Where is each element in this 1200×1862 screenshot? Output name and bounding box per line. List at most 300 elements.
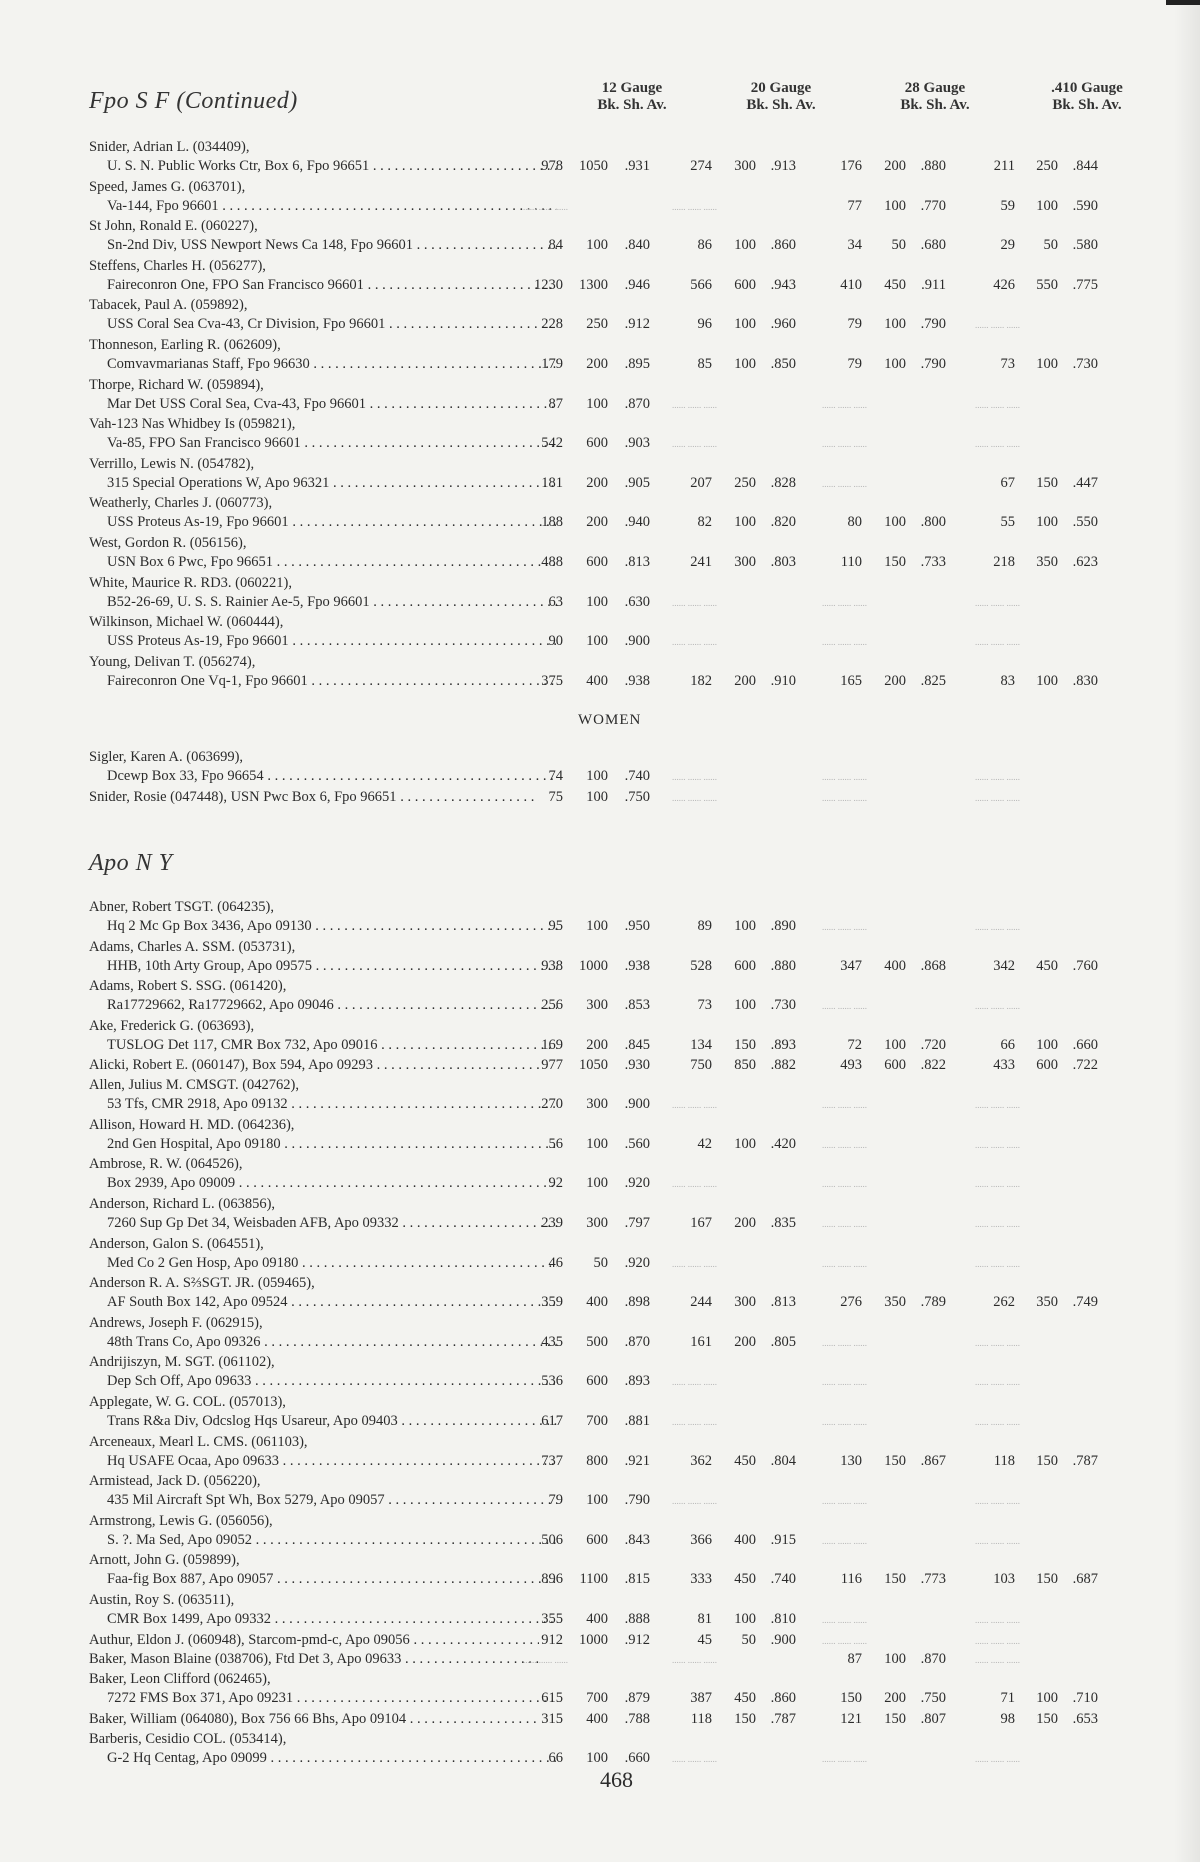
- g12-sh-cell: 1000: [579, 957, 608, 974]
- g410-bk-cell: 211: [993, 158, 1015, 174]
- gauge-title: 12 Gauge: [601, 80, 663, 96]
- g12-sh-cell: 100: [586, 1135, 608, 1152]
- g410-bk-cell: 342: [993, 957, 1015, 974]
- table-row: [0, 455, 1200, 495]
- g12-sh-cell: 200: [586, 356, 608, 372]
- g410-sh-cell: 150: [1036, 1710, 1058, 1727]
- g20-av-cell: .860: [770, 237, 796, 254]
- g410-empty-cell: [975, 917, 1105, 936]
- g12-sh-cell: 200: [586, 1036, 608, 1053]
- g28-sh-cell: 600: [884, 1057, 906, 1074]
- table-row: [0, 1314, 1200, 1354]
- g12-av-cell: .931: [624, 158, 650, 174]
- g28-bk-cell: 347: [840, 957, 862, 974]
- member-name: Thorpe, Richard W. (059894),: [89, 376, 264, 393]
- member-name: Anderson, Galon S. (064551),: [89, 1235, 264, 1252]
- g410-bk-cell: 71: [1000, 1690, 1015, 1707]
- table-row: [0, 296, 1200, 336]
- g20-empty-cell: [672, 788, 802, 807]
- g12-bk-cell: 359: [541, 1294, 563, 1311]
- g410-sh-cell: 100: [1036, 356, 1058, 372]
- member-address: Dcewp Box 33, Fpo 96654 . . .: [107, 767, 557, 785]
- g20-sh-cell: 200: [734, 1333, 756, 1350]
- g28-sh-cell: 100: [884, 1651, 906, 1668]
- g12-sh-cell: 100: [586, 593, 608, 610]
- g12-av-cell: .881: [624, 1413, 650, 1429]
- g12-sh-cell: 500: [586, 1333, 608, 1350]
- g20-bk-cell: 134: [690, 1036, 712, 1053]
- member-address: Med Co 2 Gen Hosp, Apo 09180 . . .: [107, 1254, 557, 1272]
- g12-bk-cell: 56: [548, 1135, 563, 1152]
- g410-bk-cell: 73: [1000, 356, 1015, 372]
- g410-av-cell: .760: [1072, 957, 1098, 974]
- table-row: [0, 415, 1200, 455]
- g12-bk-cell: 435: [541, 1333, 563, 1350]
- g12-bk-cell: 315: [541, 1710, 563, 1727]
- g12-sh-cell: 100: [586, 788, 608, 805]
- g410-empty-cell: [975, 1631, 1105, 1650]
- g28-bk-cell: 116: [840, 1571, 862, 1588]
- table-row: [0, 977, 1200, 1017]
- gauge-title: .410 Gauge: [1051, 80, 1123, 96]
- g12-sh-cell: 250: [586, 316, 608, 333]
- g20-av-cell: .803: [770, 554, 796, 570]
- g28-bk-cell: 130: [840, 1452, 862, 1469]
- g410-av-cell: .710: [1072, 1690, 1098, 1707]
- g20-empty-cell: [672, 1650, 802, 1669]
- member-name: West, Gordon R. (056156),: [89, 535, 247, 551]
- g12-sh-cell: 1050: [579, 1057, 608, 1074]
- g28-empty-cell: [822, 788, 952, 807]
- member-address: Hq 2 Mc Gp Box 3436, Apo 09130 . . .: [107, 917, 557, 935]
- g12-bk-cell: 75: [548, 788, 563, 805]
- g28-sh-cell: 200: [884, 1690, 906, 1707]
- g28-empty-cell: [822, 1531, 952, 1550]
- g28-bk-cell: 121: [840, 1710, 862, 1727]
- table-row: [0, 1155, 1200, 1195]
- member-address: Dep Sch Off, Apo 09633 . . .: [107, 1372, 557, 1390]
- g12-av-cell: .870: [624, 395, 650, 412]
- g28-empty-cell: [822, 395, 952, 414]
- g12-bk-cell: 912: [541, 1631, 563, 1648]
- g20-sh-cell: 450: [734, 1452, 756, 1469]
- g20-av-cell: .960: [770, 316, 796, 333]
- table-row: [0, 1017, 1200, 1057]
- g28-bk-cell: 110: [840, 554, 862, 570]
- g28-empty-cell: [822, 1412, 952, 1431]
- g410-empty-cell: [975, 1749, 1105, 1768]
- g12-av-cell: .898: [624, 1294, 650, 1311]
- gauge-columns: Bk. Sh. Av.: [746, 97, 816, 113]
- g410-empty-cell: [975, 593, 1105, 612]
- member-address: Sn-2nd Div, USS Newport News Ca 148, Fpo 96601 . . .: [107, 236, 557, 254]
- table-row: [0, 534, 1200, 574]
- g28-empty-cell: [822, 1610, 952, 1629]
- g410-av-cell: .623: [1072, 554, 1098, 570]
- g12-bk-cell: 181: [541, 474, 563, 491]
- page-number: 468: [600, 1767, 633, 1792]
- g20-av-cell: .730: [770, 997, 796, 1014]
- g12-sh-cell: 200: [586, 514, 608, 531]
- g20-bk-cell: 42: [697, 1135, 712, 1152]
- g410-sh-cell: 150: [1036, 474, 1058, 491]
- g410-bk-cell: 83: [1000, 672, 1015, 689]
- g20-bk-cell: 118: [690, 1710, 712, 1727]
- g410-empty-cell: [975, 1412, 1105, 1431]
- table-row: [0, 748, 1200, 788]
- g410-bk-cell: 103: [993, 1571, 1015, 1588]
- table-row: [0, 1472, 1200, 1512]
- member-name: Sigler, Karen A. (063699),: [89, 749, 244, 765]
- member-name: Verrillo, Lewis N. (054782),: [89, 455, 255, 472]
- g410-sh-cell: 450: [1036, 957, 1058, 974]
- g28-sh-cell: 400: [884, 957, 906, 974]
- g410-av-cell: .775: [1072, 276, 1098, 293]
- g12-av-cell: .900: [624, 1096, 650, 1113]
- g410-empty-cell: [975, 1610, 1105, 1629]
- g410-av-cell: .550: [1072, 514, 1098, 531]
- g12-bk-cell: 615: [541, 1690, 563, 1707]
- g20-av-cell: .880: [770, 957, 796, 974]
- table-row: [0, 217, 1200, 257]
- g20-sh-cell: 250: [734, 474, 756, 491]
- table-row: [0, 938, 1200, 978]
- g20-empty-cell: [672, 1174, 802, 1193]
- gauge-header-20: [721, 80, 841, 114]
- g20-av-cell: .787: [770, 1710, 796, 1727]
- g20-av-cell: .813: [770, 1294, 796, 1311]
- g28-empty-cell: [822, 996, 952, 1015]
- member-address: USS Proteus As-19, Fpo 96601 . . .: [107, 632, 557, 650]
- g410-sh-cell: 250: [1036, 158, 1058, 174]
- g20-av-cell: .420: [770, 1135, 796, 1152]
- g12-sh-cell: 1100: [579, 1571, 608, 1588]
- g410-bk-cell: 66: [1000, 1036, 1015, 1053]
- member-address: Hq USAFE Ocaa, Apo 09633 . . .: [107, 1452, 557, 1470]
- g12-sh-cell: 300: [586, 1215, 608, 1231]
- g20-bk-cell: 89: [697, 918, 712, 934]
- g20-bk-cell: 333: [690, 1571, 712, 1588]
- member-address: S. ?. Ma Sed, Apo 09052 . . .: [107, 1531, 557, 1549]
- g28-bk-cell: 410: [840, 276, 862, 293]
- g410-bk-cell: 55: [1000, 514, 1015, 531]
- member-name: Arnott, John G. (059899),: [89, 1552, 240, 1569]
- g12-sh-cell: 100: [586, 1749, 608, 1766]
- g12-av-cell: .790: [624, 1492, 650, 1509]
- g20-sh-cell: 100: [734, 1611, 756, 1627]
- member-address: Baker, William (064080), Box 756 66 Bhs, Apo 09104 . . .: [89, 1710, 539, 1728]
- g12-av-cell: .788: [624, 1710, 650, 1727]
- g12-av-cell: .950: [624, 918, 650, 934]
- g28-av-cell: .733: [920, 554, 946, 570]
- g20-sh-cell: 400: [734, 1531, 756, 1548]
- g12-av-cell: .888: [624, 1611, 650, 1627]
- g410-sh-cell: 100: [1036, 1690, 1058, 1707]
- g20-sh-cell: 200: [734, 672, 756, 689]
- g28-sh-cell: 350: [884, 1294, 906, 1311]
- g28-sh-cell: 150: [884, 554, 906, 570]
- member-address: Trans R&a Div, Odcslog Hqs Usareur, Apo 09403 . . .: [107, 1412, 557, 1430]
- gauge-title: 20 Gauge: [750, 80, 812, 96]
- g12-sh-cell: 300: [586, 997, 608, 1014]
- g20-bk-cell: 750: [690, 1057, 712, 1074]
- g20-sh-cell: 450: [734, 1571, 756, 1588]
- g12-bk-cell: 256: [541, 997, 563, 1014]
- member-name: Applegate, W. G. COL. (057013),: [89, 1394, 286, 1410]
- g410-av-cell: .830: [1072, 672, 1098, 689]
- g12-bk-cell: 536: [541, 1373, 563, 1390]
- g20-empty-cell: [672, 197, 802, 216]
- g20-av-cell: .860: [770, 1690, 796, 1707]
- table-row: [0, 1670, 1200, 1710]
- g12-bk-cell: 63: [548, 593, 563, 610]
- g410-bk-cell: 426: [993, 276, 1015, 293]
- g28-av-cell: .800: [920, 514, 946, 531]
- g12-sh-cell: 300: [586, 1096, 608, 1113]
- g12-sh-cell: 400: [586, 672, 608, 689]
- g12-av-cell: .750: [624, 788, 650, 805]
- section-heading-fpo: Fpo S F (Continued): [89, 88, 298, 114]
- g28-bk-cell: 79: [847, 316, 862, 333]
- g12-sh-cell: 400: [586, 1611, 608, 1627]
- g28-bk-cell: 176: [840, 158, 862, 174]
- g28-sh-cell: 100: [884, 356, 906, 372]
- g12-av-cell: .921: [624, 1452, 650, 1469]
- g12-sh-cell: 1050: [579, 158, 608, 174]
- g12-sh-cell: 600: [586, 1531, 608, 1548]
- g28-sh-cell: 100: [884, 514, 906, 531]
- g28-empty-cell: [822, 767, 952, 786]
- member-name: Allen, Julius M. CMSGT. (042762),: [89, 1077, 299, 1094]
- g12-sh-cell: 1000: [579, 1631, 608, 1648]
- g28-bk-cell: 87: [847, 1651, 862, 1668]
- g410-empty-cell: [975, 315, 1105, 334]
- g28-sh-cell: 150: [884, 1710, 906, 1727]
- g12-av-cell: .920: [624, 1175, 650, 1192]
- g12-av-cell: .815: [624, 1571, 650, 1588]
- member-address: Mar Det USS Coral Sea, Cva-43, Fpo 96601 . . .: [107, 395, 557, 413]
- gauge-columns: Bk. Sh. Av.: [900, 97, 970, 113]
- g28-empty-cell: [822, 474, 952, 493]
- g20-bk-cell: 81: [697, 1611, 712, 1627]
- g12-bk-cell: 239: [541, 1215, 563, 1231]
- g12-sh-cell: 600: [586, 435, 608, 452]
- g410-empty-cell: [975, 1372, 1105, 1391]
- g410-av-cell: .590: [1072, 197, 1098, 214]
- g12-sh-cell: 100: [586, 1175, 608, 1192]
- g12-av-cell: .940: [624, 514, 650, 531]
- g410-empty-cell: [975, 434, 1105, 453]
- g20-empty-cell: [672, 395, 802, 414]
- g12-av-cell: .879: [624, 1690, 650, 1707]
- g12-bk-cell: 92: [548, 1175, 563, 1192]
- g12-bk-cell: 977: [541, 1057, 563, 1074]
- g28-empty-cell: [822, 1372, 952, 1391]
- table-row: [0, 1056, 1200, 1076]
- g12-sh-cell: 700: [586, 1690, 608, 1707]
- member-name: Arceneaux, Mearl L. CMS. (061103),: [89, 1433, 308, 1450]
- g28-bk-cell: 79: [847, 356, 862, 372]
- g12-bk-cell: 79: [548, 1492, 563, 1509]
- g28-av-cell: .867: [920, 1452, 946, 1469]
- g28-empty-cell: [822, 593, 952, 612]
- g20-empty-cell: [672, 767, 802, 786]
- member-name: Anderson, Richard L. (063856),: [89, 1196, 276, 1212]
- g20-av-cell: .893: [770, 1036, 796, 1053]
- g12-av-cell: .893: [624, 1373, 650, 1390]
- g12-bk-cell: 90: [548, 633, 563, 650]
- g20-bk-cell: 85: [697, 356, 712, 372]
- member-name: Austin, Roy S. (063511),: [89, 1592, 235, 1608]
- member-name: Adams, Charles A. SSM. (053731),: [89, 938, 296, 955]
- g410-av-cell: .749: [1072, 1294, 1098, 1311]
- g12-bk-cell: 188: [541, 514, 563, 531]
- table-row: [0, 1512, 1200, 1552]
- g12-sh-cell: 700: [586, 1413, 608, 1429]
- women-heading: WOMEN: [578, 712, 642, 728]
- g12-av-cell: .895: [624, 356, 650, 372]
- table-row: [0, 1235, 1200, 1275]
- g12-bk-cell: 228: [541, 316, 563, 333]
- table-row: [0, 1393, 1200, 1433]
- member-address: HHB, 10th Arty Group, Apo 09575 . . .: [107, 957, 557, 975]
- g20-av-cell: .910: [770, 672, 796, 689]
- member-address: G-2 Hq Centag, Apo 09099 . . .: [107, 1749, 557, 1767]
- g20-av-cell: .913: [770, 158, 796, 174]
- table-row: [0, 336, 1200, 376]
- g12-av-cell: .845: [624, 1036, 650, 1053]
- g410-sh-cell: 150: [1036, 1452, 1058, 1469]
- g12-sh-cell: 100: [586, 633, 608, 650]
- g410-sh-cell: 150: [1036, 1571, 1058, 1588]
- member-name: Andrews, Joseph F. (062915),: [89, 1314, 263, 1331]
- g20-bk-cell: 366: [690, 1531, 712, 1548]
- table-row: [0, 1076, 1200, 1116]
- g28-empty-cell: [822, 1254, 952, 1273]
- g12-av-cell: .560: [624, 1135, 650, 1152]
- member-address: Faireconron One, FPO San Francisco 96601 . . .: [107, 276, 557, 294]
- g20-av-cell: .915: [770, 1531, 796, 1548]
- g410-sh-cell: 350: [1036, 554, 1058, 570]
- g20-empty-cell: [672, 1372, 802, 1391]
- g410-empty-cell: [975, 1214, 1105, 1233]
- gauge-header-28: [875, 80, 995, 114]
- table-row: [0, 1710, 1200, 1730]
- table-row: [0, 613, 1200, 653]
- g410-av-cell: .730: [1072, 356, 1098, 372]
- g410-bk-cell: 98: [1000, 1710, 1015, 1727]
- member-address: Faireconron One Vq-1, Fpo 96601 . . .: [107, 672, 557, 690]
- g20-bk-cell: 73: [697, 997, 712, 1014]
- member-address: AF South Box 142, Apo 09524 . . .: [107, 1293, 557, 1311]
- table-row: [0, 178, 1200, 218]
- g12-sh-cell: 400: [586, 1710, 608, 1727]
- gauge-header-12: [572, 80, 692, 114]
- g20-bk-cell: 182: [690, 672, 712, 689]
- g12-av-cell: .853: [624, 997, 650, 1014]
- g12-av-cell: .912: [624, 316, 650, 333]
- g410-empty-cell: [975, 395, 1105, 414]
- member-address: 315 Special Operations W, Apo 96321 . . .: [107, 474, 557, 492]
- g28-bk-cell: 80: [847, 514, 862, 531]
- g20-empty-cell: [672, 1095, 802, 1114]
- g12-sh-cell: 1300: [579, 276, 608, 293]
- g20-av-cell: .810: [770, 1611, 796, 1627]
- g12-bk-cell: 488: [541, 554, 563, 570]
- table-row: [0, 1116, 1200, 1156]
- table-row: [0, 257, 1200, 297]
- g28-av-cell: .911: [921, 276, 946, 293]
- g410-empty-cell: [975, 1531, 1105, 1550]
- g12-bk-cell: 74: [548, 768, 563, 784]
- g12-av-cell: .938: [624, 672, 650, 689]
- member-address: U. S. N. Public Works Ctr, Box 6, Fpo 96651 . . .: [107, 157, 557, 175]
- g20-av-cell: .900: [770, 1631, 796, 1648]
- g12-bk-cell: 84: [548, 237, 563, 254]
- member-address: Va-144, Fpo 96601 . . .: [107, 197, 557, 215]
- g20-sh-cell: 200: [734, 1215, 756, 1231]
- member-address: Snider, Rosie (047448), USN Pwc Box 6, Fpo 96651 . . .: [89, 788, 539, 806]
- table-row: [0, 1274, 1200, 1314]
- member-name: Tabacek, Paul A. (059892),: [89, 297, 248, 314]
- g410-empty-cell: [975, 996, 1105, 1015]
- g12-empty-cell: [523, 1650, 653, 1669]
- table-row: [0, 1433, 1200, 1473]
- g410-bk-cell: 29: [1000, 237, 1015, 254]
- g20-bk-cell: 167: [690, 1215, 712, 1231]
- g410-bk-cell: 218: [993, 554, 1015, 570]
- g28-empty-cell: [822, 1491, 952, 1510]
- g20-av-cell: .850: [770, 356, 796, 372]
- g20-av-cell: .882: [770, 1057, 796, 1074]
- g20-bk-cell: 86: [697, 237, 712, 254]
- table-row: [0, 1195, 1200, 1235]
- member-address: USS Proteus As-19, Fpo 96601 . . .: [107, 513, 557, 531]
- g410-bk-cell: 262: [993, 1294, 1015, 1311]
- g12-av-cell: .843: [624, 1531, 650, 1548]
- gauge-columns: Bk. Sh. Av.: [1052, 97, 1122, 113]
- g410-bk-cell: 67: [1000, 474, 1015, 491]
- member-address: USN Box 6 Pwc, Fpo 96651 . . .: [107, 553, 557, 571]
- table-row: [0, 138, 1200, 178]
- member-name: Snider, Adrian L. (034409),: [89, 139, 250, 155]
- g28-sh-cell: 100: [884, 197, 906, 214]
- g20-bk-cell: 45: [697, 1631, 712, 1648]
- g12-av-cell: .840: [624, 237, 650, 254]
- member-name: Anderson R. A. S⅔SGT. JR. (059465),: [89, 1275, 315, 1292]
- g28-empty-cell: [822, 1749, 952, 1768]
- g28-sh-cell: 100: [884, 1036, 906, 1053]
- g12-sh-cell: 600: [586, 1373, 608, 1390]
- g28-av-cell: .825: [920, 672, 946, 689]
- member-name: Speed, James G. (063701),: [89, 178, 246, 195]
- g20-empty-cell: [672, 434, 802, 453]
- table-row: [0, 574, 1200, 614]
- gauge-header-410: [1027, 80, 1147, 114]
- g12-bk-cell: 737: [541, 1452, 563, 1469]
- g410-sh-cell: 100: [1036, 514, 1058, 531]
- g28-bk-cell: 493: [840, 1057, 862, 1074]
- member-address: 7272 FMS Box 371, Apo 09231 . . .: [107, 1689, 557, 1707]
- member-name: Andrijiszyn, M. SGT. (061102),: [89, 1354, 275, 1371]
- g28-sh-cell: 200: [884, 672, 906, 689]
- g12-sh-cell: 100: [586, 918, 608, 934]
- g20-av-cell: .828: [770, 474, 796, 491]
- member-name: Baker, Leon Clifford (062465),: [89, 1671, 271, 1688]
- g12-av-cell: .630: [624, 593, 650, 610]
- gauge-columns: Bk. Sh. Av.: [597, 97, 667, 113]
- member-address: 7260 Sup Gp Det 34, Weisbaden AFB, Apo 09332 . . .: [107, 1214, 557, 1232]
